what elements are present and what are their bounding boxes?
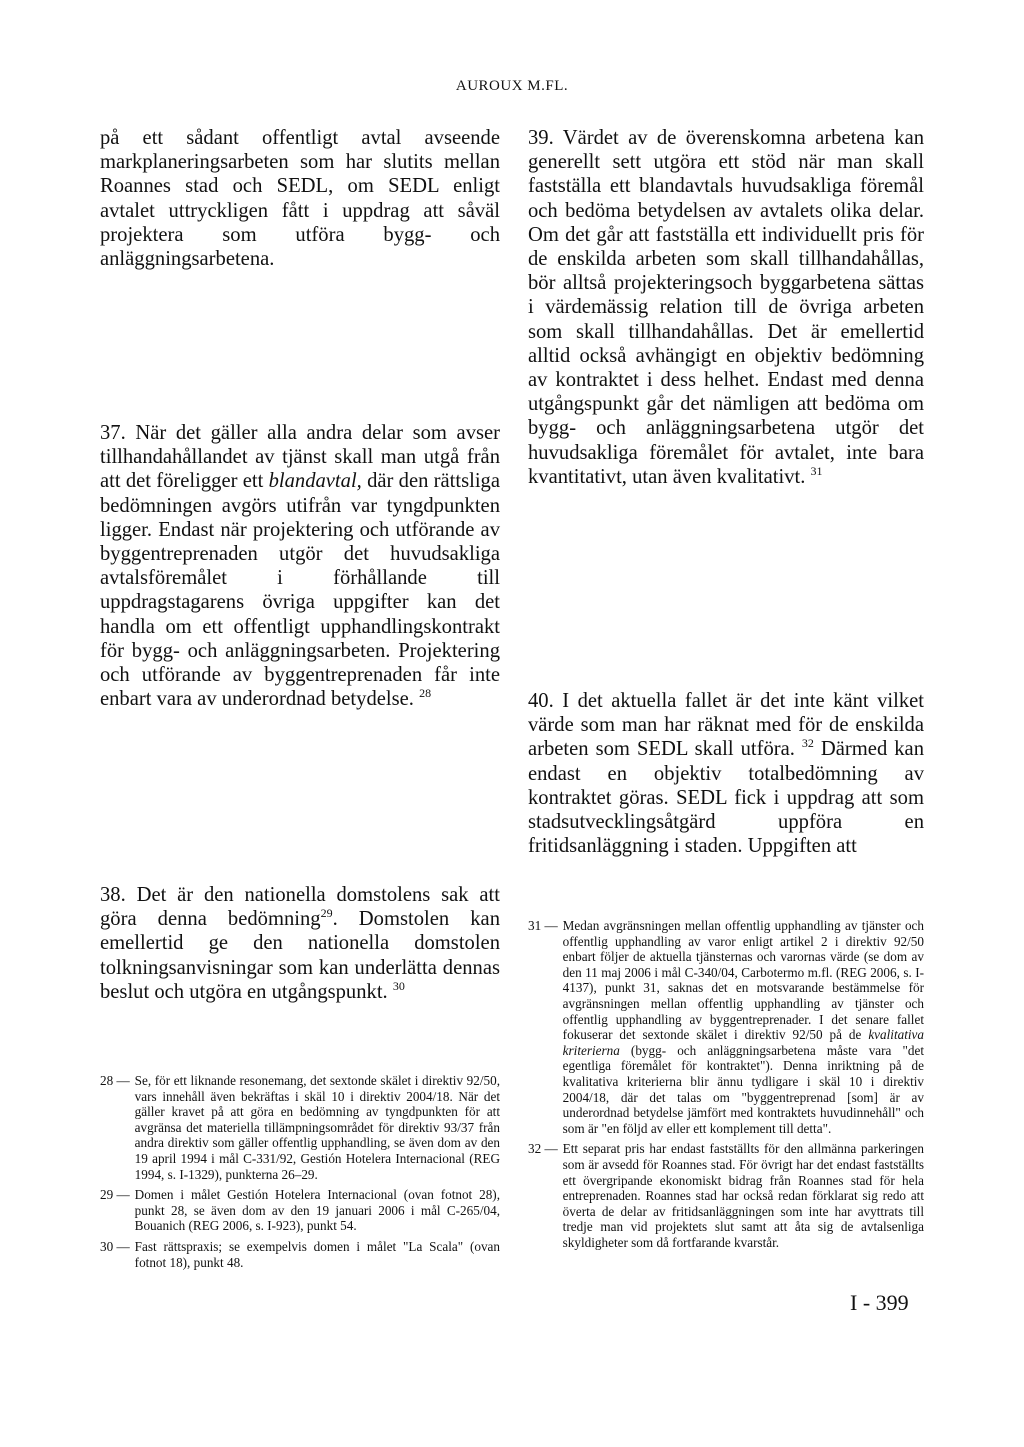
footnote-number: 28 —	[100, 1073, 130, 1088]
footnote-ref[interactable]: 30	[392, 978, 405, 993]
paragraph-text: När det gäller alla andra delar som avser tillhandahållandet av tjänst skall man utgå från att det föreligger ett	[100, 422, 500, 493]
footnote-text: Ett separat pris har endast fastställts för den allmänna parkeringen som är avsedd för Roannes stad. För övrigt har det endast fastställts ett övergripande ekonomiskt bidrag från Roannes stad för hela entreprenaden. Roannes stad har också redan förklarat sig redo att överta de delar av fritidsanläggningen som inte har avyttrats till tredje man vid projektets slut samt att åta sig de avtalsenliga skyldigheter som då fortfarande kvarstår.	[562, 1141, 924, 1250]
paragraph-38	[100, 883, 500, 1004]
paragraph-continued	[100, 126, 500, 271]
footnote-text: Fast rättspraxis; se exempelvis domen i målet "La Scala" (ovan fotnot 18), punkt 48.	[134, 1238, 500, 1270]
footnote-32	[528, 1141, 924, 1250]
footnotes-left	[100, 1073, 500, 1275]
italic-term: kvalitativa kriterierna	[562, 1027, 924, 1058]
footnote-ref[interactable]: 32	[801, 736, 814, 751]
footnote-text: Se, för ett liknande resonemang, det sextonde skälet i direktiv 92/50, vars innehåll även bekräftas i skäl 10 i direktiv 2004/18. När det gäller kravet på att göra en bedömning av tyngdpunkten för att avgränsa det materiella tillämpningsområdet för direktiv 93/37 från andra direktiv som gäller offentlig upphandling, se även dom av den 19 april 1994 i mål C-331/92, Gestión Hotelera Internacional (REG 1994, s. I-1329), punkterna 26–29.	[134, 1073, 500, 1182]
paragraph-text: Därmed kan endast en objektiv totalbedömning av kontraktet göras. SEDL fick i uppdrag att som stadsutvecklingsåtgärd uppföra en fritidsanläggning i staden. Uppgiften att	[528, 738, 924, 858]
running-header: AUROUX M.FL.	[455, 78, 569, 94]
footnote-text: Domen i målet Gestión Hotelera Internacional (ovan fotnot 28), punkt 28, se även dom av den 19 januari 2006 i mål C-265/04, Bouanich (REG 2006, s. I-923), punkt 54.	[134, 1187, 500, 1234]
paragraph-text: . Domstolen kan emellertid ge den nationella domstolen tolkningsanvisningar som kan underlätta dennas beslut och utgöra en utgångspunkt.	[100, 908, 500, 1003]
paragraph-text: Värdet av de överenskomna arbetena kan generellt sett utgöra ett stöd när man skall fastställa ett blandavtals huvudsakliga föremål och bedöma betydelsen av avtalets olika delar. Om det går att fastställa ett individuellt pris för de enskilda arbeten som skall tillhandahållas, bör alltså projekteringsoch byggarbetena sättas i värdemässig relation till de övriga arbeten som skall tillhandahållas. Det är emellertid alltid också avhängigt en objektiv bedömning av kontraktet i dess helhet. Endast med denna utgångspunkt går det nämligen att bedöma om bygg- och anläggningsarbetena utgör det huvudsakliga föremålet för avtalet, inte bara kvantitativt, utan även kvalitativt.	[528, 127, 925, 488]
footnote-number: 30 —	[100, 1238, 130, 1254]
paragraph-text: Det är den nationella domstolens sak att göra denna bedömning	[100, 884, 500, 931]
page-number: I - 399	[850, 1290, 909, 1315]
paragraph-text: I det aktuella fallet är det inte känt vilket värde som man har räknat med för de enskilda arbeten som SEDL skall utföra.	[528, 690, 924, 761]
paragraph-number: 39.	[528, 127, 554, 149]
footnote-ref[interactable]: 29	[320, 906, 333, 921]
footnote-30	[100, 1239, 500, 1270]
footnote-number: 31 —	[528, 918, 558, 933]
footnote-31	[528, 918, 924, 1136]
paragraph-37	[100, 421, 500, 711]
paragraph-40	[528, 689, 924, 858]
footnote-number: 29 —	[100, 1187, 130, 1203]
footnote-text: Medan avgränsningen mellan offentlig upphandling av tjänster och offentlig upphandling av varor enligt artikel 2 i direktiv 92/50 enbart följer de aktuella tjänsternas och varornas värde (se dom av den 11 maj 2006 i mål C-340/04, Carbotermo m.fl. (REG 2006, s. I-4137), punkt 31, saknas det en motsvarande bestämmelse för avgränsningen mellan offentlig upphandling av tjänster och offentlig upphandling av byggentreprenader. I det senare fallet fokuserar det sextonde skälet i direktiv 92/50 på de kvalitativa kriterierna (bygg- och anläggningsarbetena måste vara "det egentliga föremålet för kontraktet"). Denna inriktning på de kvalitativa kriterierna blir ännu tydligare i skäl 10 i direktiv 2004/18, där det talas om "byggentreprenad [som] är av underordnad betydelse jämfört med kontraktets huvudinnehåll" och som är "en följd av eller ett komplement till detta".	[562, 918, 924, 1136]
paragraph-number: 37.	[100, 422, 126, 444]
paragraph-39	[528, 126, 924, 489]
footnote-28	[100, 1073, 500, 1182]
footnote-ref[interactable]: 28	[419, 686, 432, 701]
italic-term: blandavtal,	[268, 470, 362, 493]
footnotes-right	[528, 918, 924, 1255]
footnote-ref[interactable]: 31	[810, 463, 823, 478]
paragraph-number: 40.	[528, 690, 554, 712]
paragraph-number: 38.	[100, 884, 126, 906]
paragraph-text: där den rättsliga bedömningen avgörs utifrån var tyngdpunkten ligger. Endast när projektering och utförande av byggentreprenaden utgör det huvudsakliga avtalsföremålet i förhållande till uppdragstagarens övriga uppgifter kan det handla om ett offentligt upphandlingskontrakt för bygg- och anläggningsarbeten. Projektering och utförande av byggentreprenaden får inte enbart vara av underordnad betydelse.	[100, 470, 500, 711]
footnote-number: 32 —	[528, 1141, 558, 1157]
footnote-29	[100, 1187, 500, 1234]
paragraph-text: på ett sådant offentligt avtal avseende markplaneringsarbeten som har slutits mellan Roannes stad och SEDL, om SEDL enligt avtalet uttryckligen fått i uppdrag att såväl projektera som utföra bygg- och anläggningsarbetena.	[100, 127, 500, 271]
